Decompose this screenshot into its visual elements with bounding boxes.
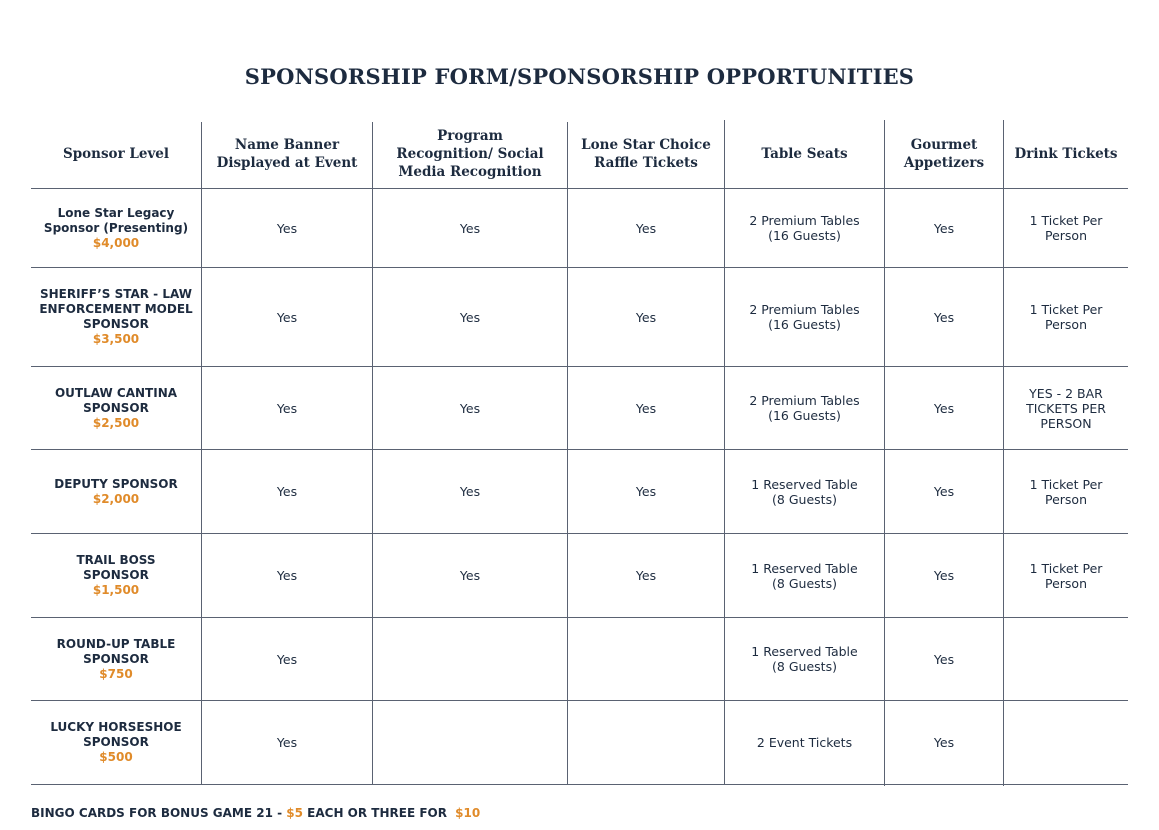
drinks-cell: 1 Ticket Per Person [1029, 213, 1103, 243]
column-header-drink-tickets: Drink Tickets [1014, 146, 1118, 162]
column-header-raffle-tickets: Lone Star Choice Raffle Tickets [581, 137, 711, 171]
seats-cell: 2 Event Tickets [756, 735, 853, 750]
banner-cell: Yes [276, 568, 298, 583]
banner-cell: Yes [276, 651, 298, 667]
program-cell: Yes [459, 484, 481, 499]
appetizers-cell: Yes [933, 220, 955, 236]
appetizers-cell: Yes [933, 568, 955, 583]
drinks-cell: YES - 2 BAR TICKETS PER PERSON [1026, 385, 1106, 431]
banner-cell: Yes [276, 735, 298, 750]
program-cell: Yes [459, 400, 481, 416]
sponsor-level-cell [31, 268, 201, 366]
program-cell [373, 701, 567, 784]
seats-cell: 2 Premium Tables (16 Guests) [749, 302, 860, 332]
banner-cell: Yes [276, 400, 298, 416]
banner-cell: Yes [276, 309, 298, 325]
sponsor-level-cell [31, 534, 201, 617]
sponsor-level-cell [31, 701, 201, 784]
drinks-cell: 1 Ticket Per Person [1029, 560, 1103, 591]
seats-cell: 1 Reserved Table (8 Guests) [751, 476, 858, 507]
raffle-cell: Yes [635, 568, 657, 583]
appetizers-cell: Yes [933, 309, 955, 325]
seats-cell: 2 Premium Tables (16 Guests) [749, 213, 860, 243]
sponsor-price: $2,500 [92, 415, 140, 430]
drinks-cell [1004, 701, 1128, 784]
column-header-gourmet-appetizers: Gourmet Appetizers [903, 137, 985, 171]
sponsor-name: ROUND-UP TABLE SPONSOR [56, 636, 176, 666]
sponsor-name: LUCKY HORSESHOE SPONSOR [50, 720, 182, 749]
sponsor-price: $2,000 [92, 491, 140, 506]
sponsor-name: TRAIL BOSS SPONSOR [76, 553, 156, 582]
sponsor-name: DEPUTY SPONSOR [54, 476, 178, 491]
appetizers-cell: Yes [933, 651, 955, 667]
raffle-cell: Yes [635, 309, 657, 325]
program-cell [373, 618, 567, 700]
drinks-cell: 1 Ticket Per Person [1029, 302, 1103, 332]
raffle-cell [568, 701, 724, 784]
sponsor-price: $4,000 [92, 235, 140, 250]
bingo-footer [31, 806, 480, 820]
sponsor-price: $500 [99, 750, 133, 764]
banner-cell: Yes [276, 220, 298, 236]
sponsor-name: SHERIFF’S STAR - LAW ENFORCEMENT MODEL SPONSOR [39, 287, 193, 331]
bottom-rule [31, 784, 1128, 785]
raffle-cell [568, 618, 724, 700]
sponsor-level-cell [31, 450, 201, 533]
seats-cell: 1 Reserved Table (8 Guests) [751, 560, 858, 591]
seats-cell: 2 Premium Tables (16 Guests) [749, 393, 860, 423]
sponsor-price: $3,500 [92, 332, 140, 346]
sponsor-name: OUTLAW CANTINA SPONSOR [54, 385, 178, 415]
sponsor-price: $1,500 [92, 583, 140, 597]
footer-prefix: BINGO CARDS FOR BONUS GAME 21 - [31, 806, 283, 820]
footer-price-three: $10 [455, 806, 481, 820]
footer-price-each: $5 [286, 806, 303, 820]
raffle-cell: Yes [635, 400, 657, 416]
column-header-sponsor-level: Sponsor Level [62, 146, 170, 162]
page-title: SPONSORSHIP FORM/SPONSORSHIP OPPORTUNITIES [244, 64, 915, 89]
banner-cell: Yes [276, 484, 298, 499]
raffle-cell: Yes [635, 220, 657, 236]
program-cell: Yes [459, 220, 481, 236]
sponsor-price: $750 [99, 666, 133, 681]
sponsor-level-cell [31, 189, 201, 267]
sponsor-level-cell [31, 367, 201, 449]
raffle-cell: Yes [635, 484, 657, 499]
program-cell: Yes [459, 309, 481, 325]
drinks-cell: 1 Ticket Per Person [1029, 476, 1103, 507]
column-header-table-seats: Table Seats [761, 146, 848, 162]
appetizers-cell: Yes [933, 735, 955, 750]
appetizers-cell: Yes [933, 484, 955, 499]
footer-middle: EACH OR THREE FOR [307, 806, 447, 820]
program-cell: Yes [459, 568, 481, 583]
seats-cell: 1 Reserved Table (8 Guests) [751, 644, 858, 674]
column-header-program-recognition: Program Recognition/ Social Media Recognition [396, 128, 544, 180]
sponsor-name: Lone Star Legacy Sponsor (Presenting) [43, 205, 189, 235]
sponsor-level-cell [31, 618, 201, 700]
drinks-cell [1004, 618, 1128, 700]
column-header-name-banner: Name Banner Displayed at Event [216, 137, 358, 171]
appetizers-cell: Yes [933, 400, 955, 416]
